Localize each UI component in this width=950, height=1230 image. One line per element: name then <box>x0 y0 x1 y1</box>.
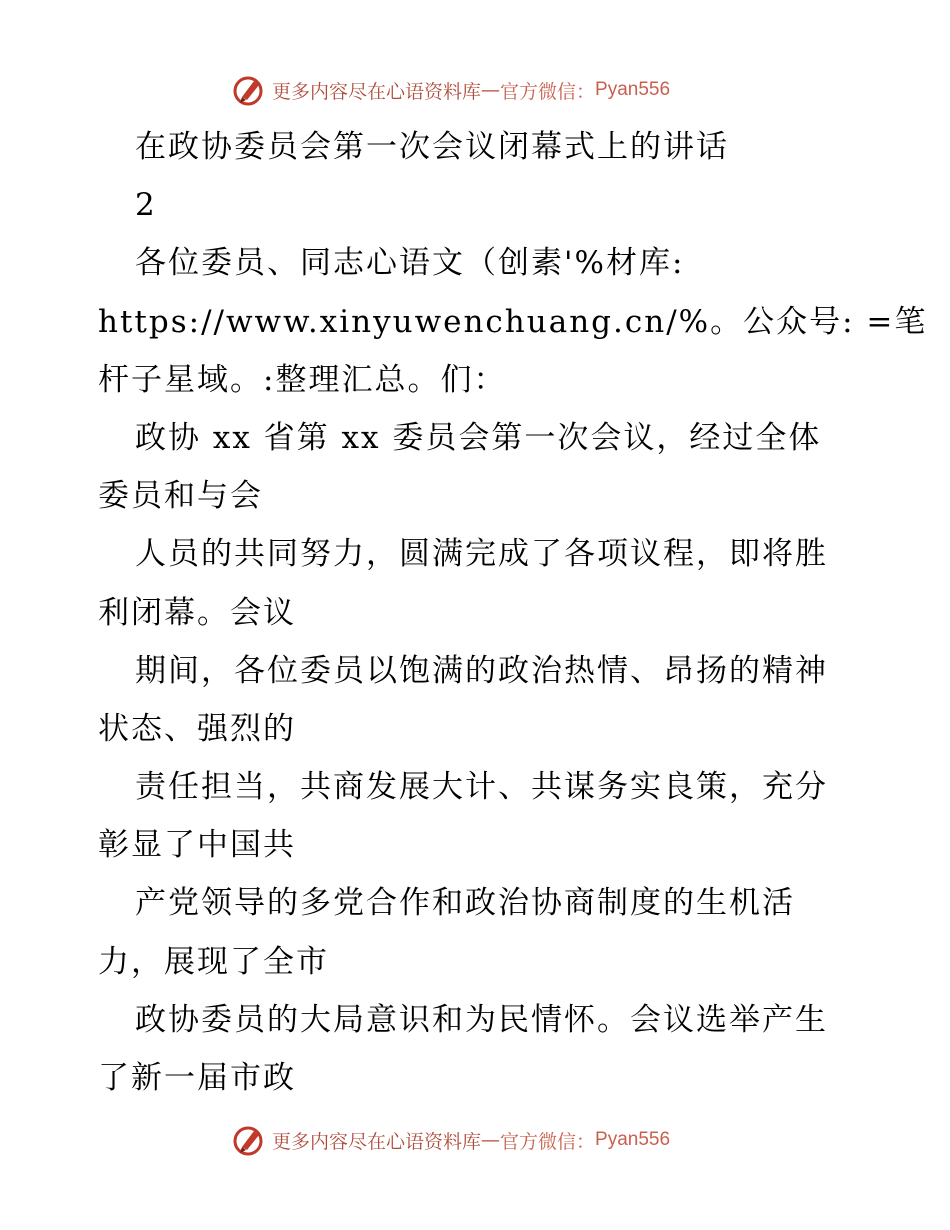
banner-wechat-id: Pyan556 <box>595 79 671 100</box>
document-body <box>98 118 928 1107</box>
doc-line: https://www.xinyuwenchuang.cn/%。公众号: =笔 <box>98 303 928 340</box>
doc-line: 力，展现了全市 <box>98 943 329 980</box>
doc-line: 委员和与会 <box>98 478 263 515</box>
doc-line: 期间，各位委员以饱满的政治热情、昂扬的精神 <box>135 652 828 689</box>
doc-line: 产党领导的多党合作和政治协商制度的生机活 <box>135 885 795 922</box>
footer-banner <box>232 1122 670 1158</box>
doc-line: 政协 xx 省第 xx 委员会第一次会议，经过全体 <box>135 419 822 456</box>
doc-line: 杆子星域。:整理汇总。们： <box>98 361 507 398</box>
pen-logo-icon <box>232 1123 266 1157</box>
banner-slogan: 更多内容尽在心语资料库 <box>272 80 482 103</box>
doc-line: 了新一届市政 <box>98 1060 296 1096</box>
banner-wechat-id: Pyan556 <box>595 1129 671 1150</box>
doc-line: 在政协委员会第一次会议闭幕式上的讲话 <box>135 129 729 165</box>
doc-line: 各位委员、同志心语文（创素'%材库: <box>135 245 685 282</box>
banner-slogan: 更多内容尽在心语资料库 <box>272 1130 482 1153</box>
banner-wechat-label: 官方微信： <box>500 80 596 103</box>
doc-line: 彰显了中国共 <box>98 827 296 864</box>
doc-line: 状态、强烈的 <box>98 710 296 747</box>
doc-line: 政协委员的大局意识和为民情怀。会议选举产生 <box>135 1001 828 1038</box>
header-banner <box>232 72 670 108</box>
doc-line: 责任担当，共商发展大计、共谋务实良策，充分 <box>135 769 828 806</box>
doc-line: 利闭幕。会议 <box>98 594 296 631</box>
pen-logo-icon <box>232 73 266 107</box>
banner-dash: — <box>481 79 501 101</box>
doc-line: 2 <box>135 187 157 224</box>
banner-wechat-label: 官方微信： <box>500 1130 596 1153</box>
doc-line: 人员的共同努力，圆满完成了各项议程，即将胜 <box>135 536 828 573</box>
banner-dash: — <box>481 1129 501 1151</box>
